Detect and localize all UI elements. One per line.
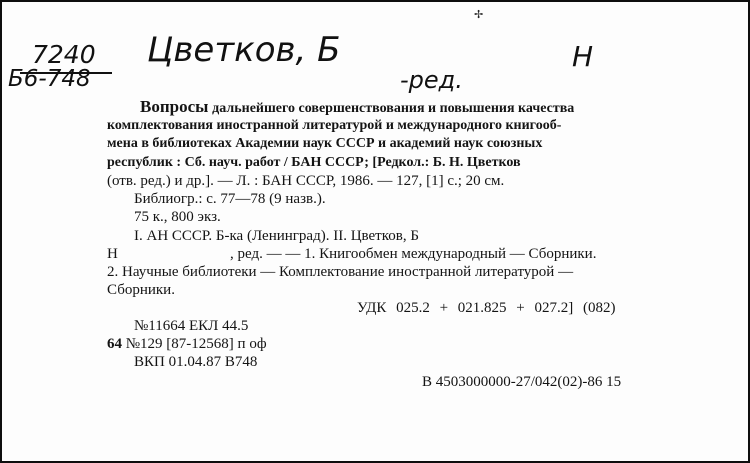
tracing-line-4: Сборники. <box>107 282 175 298</box>
publication-line-5: (отв. ред.) и др.]. — Л. : БАН СССР, 1986. — 127, [1] с.; 20 см. <box>107 173 505 189</box>
tracing-line-2: , ред. — — 1. Книгообмен международный — Сборники. <box>230 246 597 262</box>
ink-speck: ✢ <box>474 8 484 21</box>
publication-line-4 <box>107 153 521 172</box>
catalog-code: В 4503000000-27/042(02)-86 15 <box>422 374 622 390</box>
record-number-2 <box>107 335 267 353</box>
title-line-3: мена в библиотеках Академии наук СССР и академий наук союзных <box>107 136 543 151</box>
tracing-initial: Н <box>107 246 118 262</box>
title-line-2: комплектования иностранной литературой и международного книгооб- <box>107 118 562 133</box>
title-bold: Вопросы <box>140 97 209 116</box>
record-number-2-text: №129 [87-12568] п оф <box>125 336 267 352</box>
shelf-number: 7240 <box>32 40 96 69</box>
role-handwritten: -ред. <box>400 66 463 94</box>
vkp-line: ВКП 01.04.87 В748 <box>134 354 258 370</box>
publication-line-4-text: республик : Сб. науч. работ / БАН СССР; [Редкол.: Б. Н. Цветков <box>107 155 521 170</box>
tracing-line-1: I. АН СССР. Б-ка (Ленинград). II. Цветков, Б <box>134 228 419 244</box>
tracing-line-3: 2. Научные библиотеки — Комплектование иностранной литературой — <box>107 264 574 280</box>
initial-handwritten: Н <box>572 40 594 73</box>
title-rest: дальнейшего совершенствования и повышения качества <box>212 101 575 116</box>
udk-classification: УДК 025.2 + 021.825 + 027.2] (082) <box>357 300 616 316</box>
title-line <box>140 98 574 118</box>
bibliography-note: Библиогр.: с. 77—78 (9 назв.). <box>134 191 326 207</box>
shelf-code: Б6-748 <box>8 66 91 92</box>
price-copies: 75 к., 800 экз. <box>134 209 221 225</box>
record-number: №11664 ЕКЛ 44.5 <box>134 318 249 334</box>
record-prefix: 64 <box>107 336 122 352</box>
author-handwritten: Цветков, Б <box>147 30 341 70</box>
